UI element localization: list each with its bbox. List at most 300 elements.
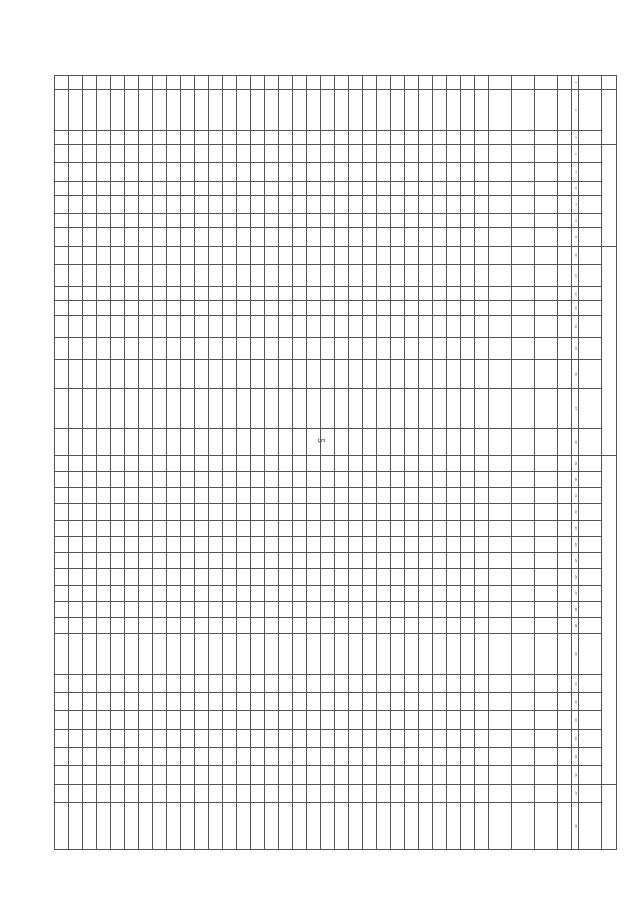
table-cell [419, 747, 433, 765]
table-cell [535, 388, 558, 429]
table-cell [125, 429, 139, 455]
column-number: 19 [572, 455, 579, 471]
table-cell [447, 429, 461, 455]
table-cell [209, 747, 223, 765]
row-number-cell [475, 76, 489, 90]
table-cell [83, 246, 97, 264]
table-cell [377, 287, 391, 301]
table-cell [419, 802, 433, 849]
table-cell [125, 163, 139, 181]
table-cell [237, 634, 251, 675]
table-cell [489, 287, 512, 301]
table-cell [55, 634, 69, 675]
table-cell [447, 195, 461, 213]
table-row [475, 76, 489, 850]
table-cell [55, 163, 69, 181]
table-cell [349, 264, 363, 286]
table-cell [363, 471, 377, 487]
table-cell [335, 784, 349, 802]
table-cell [447, 585, 461, 601]
table-cell [195, 90, 209, 131]
table-cell [195, 766, 209, 784]
table-cell [139, 634, 153, 675]
table-cell [195, 315, 209, 337]
table-cell [461, 729, 475, 747]
table-cell [111, 569, 125, 585]
table-cell [55, 228, 69, 246]
table-cell [265, 287, 279, 301]
table-cell [265, 536, 279, 552]
table-cell [391, 264, 405, 286]
table-cell [321, 693, 335, 711]
table-cell [139, 264, 153, 286]
table-cell [139, 246, 153, 264]
table-cell [181, 90, 195, 131]
table-cell [223, 429, 237, 455]
table-cell [307, 429, 321, 455]
table-cell [265, 228, 279, 246]
header-cell [579, 784, 602, 802]
table-cell [55, 674, 69, 692]
table-cell [349, 617, 363, 633]
table-cell [209, 388, 223, 429]
table-cell [377, 246, 391, 264]
header-cell [602, 76, 617, 90]
table-cell [97, 228, 111, 246]
table-cell [209, 264, 223, 286]
table-row [307, 76, 321, 850]
table-cell [223, 130, 237, 144]
table-cell [405, 181, 419, 195]
table-cell [293, 674, 307, 692]
table-cell [55, 195, 69, 213]
table-cell [377, 337, 391, 359]
table-cell [489, 360, 512, 388]
table-cell [139, 617, 153, 633]
table-cell [535, 287, 558, 301]
table-cell [97, 90, 111, 131]
table-cell [209, 766, 223, 784]
table-cell [321, 569, 335, 585]
table-body [55, 76, 572, 850]
table-cell [363, 388, 377, 429]
table-cell [237, 301, 251, 315]
table-cell [307, 90, 321, 131]
table-cell [139, 536, 153, 552]
table-cell [83, 228, 97, 246]
table-cell [391, 802, 405, 849]
table-cell [181, 429, 195, 455]
table-cell [251, 163, 265, 181]
table-cell [265, 569, 279, 585]
table-cell [97, 617, 111, 633]
table-cell [349, 145, 363, 163]
table-cell [111, 504, 125, 520]
table-cell [461, 90, 475, 131]
table-cell [377, 569, 391, 585]
table-cell [167, 388, 181, 429]
table-cell [125, 729, 139, 747]
table-cell [181, 287, 195, 301]
table-cell [433, 130, 447, 144]
table-cell [83, 766, 97, 784]
table-cell [181, 601, 195, 617]
table-cell [69, 634, 83, 675]
table-cell [335, 130, 349, 144]
table-cell [223, 228, 237, 246]
table-cell [181, 766, 195, 784]
table-cell [55, 569, 69, 585]
table-cell [111, 634, 125, 675]
table-cell [461, 471, 475, 487]
table-cell [279, 455, 293, 471]
table-cell [153, 246, 167, 264]
table-cell [237, 130, 251, 144]
table-cell [139, 729, 153, 747]
table-row [391, 76, 405, 850]
table-cell [237, 214, 251, 228]
column-number: 12 [572, 287, 579, 301]
table-cell [153, 634, 167, 675]
table-cell [293, 388, 307, 429]
table-cell [558, 360, 572, 388]
table-cell [293, 471, 307, 487]
row-number-cell [111, 76, 125, 90]
table-cell [223, 195, 237, 213]
row-number-cell [83, 76, 97, 90]
table-cell [195, 569, 209, 585]
table-cell [475, 504, 489, 520]
table-row [293, 76, 307, 850]
table-cell [363, 301, 377, 315]
table-cell [181, 585, 195, 601]
table-cell [153, 315, 167, 337]
header-cell [579, 553, 602, 569]
rotated-table-sheet [32, 75, 617, 850]
table-cell [335, 214, 349, 228]
table-cell [195, 729, 209, 747]
table-cell [167, 569, 181, 585]
table-cell [489, 693, 512, 711]
table-cell [55, 455, 69, 471]
table-cell [181, 337, 195, 359]
table-cell [461, 429, 475, 455]
table-cell [251, 488, 265, 504]
table-cell [307, 634, 321, 675]
table-cell [512, 145, 535, 163]
table-cell [167, 455, 181, 471]
table-row [251, 76, 265, 850]
table-cell [111, 214, 125, 228]
table-cell [377, 766, 391, 784]
table-cell [307, 264, 321, 286]
table-cell [293, 246, 307, 264]
table-cell [405, 246, 419, 264]
table-cell [558, 455, 572, 471]
table-cell [405, 337, 419, 359]
table-cell [153, 766, 167, 784]
table-cell [335, 520, 349, 536]
table-cell [433, 246, 447, 264]
table-cell [558, 301, 572, 315]
column-number: 28 [572, 601, 579, 617]
table-cell [125, 802, 139, 849]
table-cell [181, 181, 195, 195]
table-cell [97, 634, 111, 675]
table-cell [391, 360, 405, 388]
table-cell [558, 228, 572, 246]
table-cell [125, 181, 139, 195]
table-cell [209, 802, 223, 849]
table-cell [335, 315, 349, 337]
table-cell [475, 388, 489, 429]
table-cell [111, 766, 125, 784]
table-cell [447, 181, 461, 195]
table-cell [447, 360, 461, 388]
row-number-cell [349, 76, 363, 90]
table-cell [377, 729, 391, 747]
table-cell [279, 360, 293, 388]
table-cell [265, 488, 279, 504]
table-cell [433, 553, 447, 569]
table-cell [335, 246, 349, 264]
table-cell [209, 287, 223, 301]
table-cell [181, 634, 195, 675]
table-cell [335, 228, 349, 246]
header-cell [579, 195, 602, 213]
header-cell [579, 264, 602, 286]
table-cell [461, 145, 475, 163]
table-cell [461, 301, 475, 315]
table-cell [363, 569, 377, 585]
table-cell [55, 287, 69, 301]
table-cell [55, 520, 69, 536]
table-cell [279, 264, 293, 286]
table-cell [209, 784, 223, 802]
table-cell [419, 301, 433, 315]
row-number-cell [195, 76, 209, 90]
table-row [335, 76, 349, 850]
table-cell [69, 471, 83, 487]
table-cell [167, 601, 181, 617]
table-cell [153, 601, 167, 617]
table-cell [512, 90, 535, 131]
table-cell [475, 569, 489, 585]
table-cell [363, 145, 377, 163]
table-cell [181, 145, 195, 163]
table-cell [335, 617, 349, 633]
table-cell [181, 553, 195, 569]
table-cell [377, 488, 391, 504]
table-cell [83, 315, 97, 337]
table-row [405, 76, 419, 850]
table-cell [55, 301, 69, 315]
table-cell [307, 674, 321, 692]
table-cell [153, 488, 167, 504]
table-cell [55, 337, 69, 359]
table-cell [55, 214, 69, 228]
table-cell [447, 729, 461, 747]
table-cell [209, 504, 223, 520]
header-cell [579, 455, 602, 471]
table-cell [405, 693, 419, 711]
table-cell [419, 264, 433, 286]
row-number-cell [433, 76, 447, 90]
column-number: 21 [572, 488, 579, 504]
table-cell [97, 214, 111, 228]
header-cell [579, 163, 602, 181]
column-number: 5 [572, 163, 579, 181]
table-cell [349, 569, 363, 585]
table-cell [125, 145, 139, 163]
table-cell [419, 784, 433, 802]
table-cell [237, 693, 251, 711]
table-cell [97, 287, 111, 301]
table-cell [195, 214, 209, 228]
table-cell [139, 181, 153, 195]
column-number: 38 [572, 802, 579, 849]
table-cell [558, 388, 572, 429]
table-cell [335, 264, 349, 286]
table-cell [405, 195, 419, 213]
table-cell [181, 471, 195, 487]
table-cell [512, 429, 535, 455]
table-cell [181, 569, 195, 585]
table-cell [475, 315, 489, 337]
table-cell [209, 214, 223, 228]
table-cell [363, 536, 377, 552]
table-cell [321, 488, 335, 504]
table-cell [405, 504, 419, 520]
table-cell [447, 301, 461, 315]
table-cell [475, 536, 489, 552]
table-cell [251, 228, 265, 246]
table-cell [335, 455, 349, 471]
table-cell [83, 130, 97, 144]
table-cell [167, 585, 181, 601]
table-cell [195, 228, 209, 246]
table-cell [69, 711, 83, 729]
table-cell [377, 504, 391, 520]
table-cell [167, 301, 181, 315]
table-cell [419, 585, 433, 601]
column-number: 29 [572, 617, 579, 633]
table-cell [558, 90, 572, 131]
table-cell [535, 747, 558, 765]
table-cell [237, 228, 251, 246]
header-cell [579, 674, 602, 692]
table-cell [279, 536, 293, 552]
table-cell [97, 455, 111, 471]
table-cell [558, 195, 572, 213]
table-cell [293, 520, 307, 536]
table-cell [447, 90, 461, 131]
table-cell [349, 337, 363, 359]
table-cell [447, 504, 461, 520]
table-cell [512, 264, 535, 286]
header-cell [579, 360, 602, 388]
table-cell [237, 488, 251, 504]
table-cell [125, 693, 139, 711]
table-cell [461, 264, 475, 286]
table-cell [419, 471, 433, 487]
table-cell [97, 388, 111, 429]
table-cell [307, 181, 321, 195]
table-cell [111, 784, 125, 802]
table-cell [419, 145, 433, 163]
table-cell [293, 90, 307, 131]
table-cell [558, 504, 572, 520]
table-cell [69, 163, 83, 181]
table-cell [512, 163, 535, 181]
table-cell [558, 287, 572, 301]
table-cell [111, 301, 125, 315]
table-cell [447, 388, 461, 429]
table-cell [265, 455, 279, 471]
table-cell [335, 601, 349, 617]
table-cell [251, 536, 265, 552]
table-cell [83, 634, 97, 675]
table-cell [55, 360, 69, 388]
table-cell [447, 634, 461, 675]
table-cell [377, 520, 391, 536]
table-cell [265, 585, 279, 601]
table-cell [535, 766, 558, 784]
table-cell [535, 601, 558, 617]
table-cell [251, 130, 265, 144]
table-cell [167, 163, 181, 181]
table-cell [349, 130, 363, 144]
table-row [363, 76, 377, 850]
table-cell [489, 553, 512, 569]
table-cell [181, 693, 195, 711]
table-cell [475, 471, 489, 487]
table-cell [377, 264, 391, 286]
table-cell [512, 802, 535, 849]
table-cell [69, 429, 83, 455]
table-cell [251, 553, 265, 569]
table-cell [475, 145, 489, 163]
table-cell [265, 315, 279, 337]
column-number: 10 [572, 246, 579, 264]
table-cell [419, 693, 433, 711]
table-cell [279, 145, 293, 163]
table-cell [83, 585, 97, 601]
table-cell [111, 711, 125, 729]
table-cell [125, 553, 139, 569]
table-cell [83, 264, 97, 286]
table-cell [209, 315, 223, 337]
table-cell [251, 301, 265, 315]
header-cell [579, 429, 602, 455]
table-cell [558, 747, 572, 765]
table-cell [265, 520, 279, 536]
table-cell [512, 784, 535, 802]
table-cell [265, 711, 279, 729]
table-cell [535, 246, 558, 264]
table-cell [391, 553, 405, 569]
table-cell [69, 784, 83, 802]
table-cell [139, 429, 153, 455]
table-cell [475, 488, 489, 504]
table-cell [251, 471, 265, 487]
table-cell [265, 504, 279, 520]
table-cell [209, 471, 223, 487]
table-cell [433, 388, 447, 429]
table-cell [69, 90, 83, 131]
table-cell [153, 264, 167, 286]
table-cell [535, 337, 558, 359]
